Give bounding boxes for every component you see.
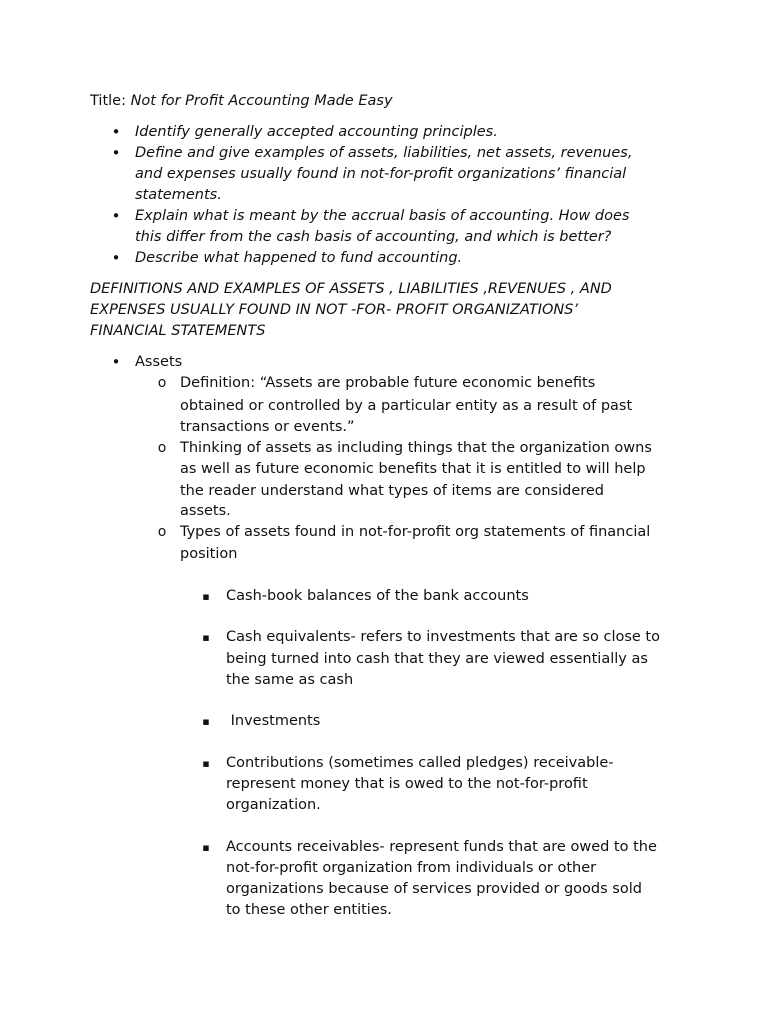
document-title [90,91,393,112]
bullet-circle-icon: o [157,524,167,540]
objective-line: Identify generally accepted accounting principles. [135,124,498,140]
section-heading-line: FINANCIAL STATEMENTS [90,323,266,339]
asset-type-line: Contributions (sometimes called pledges) receivable- [226,755,614,771]
assets-point-line: position [180,546,238,562]
bullet-square-icon: ▪ [202,757,210,770]
asset-type-line: to these other entities. [226,902,392,918]
assets-point-line: obtained or controlled by a particular entity as a result of past [180,398,633,414]
asset-type-line: not-for-profit organization from individuals or other [226,860,597,876]
bullet-square-icon: ▪ [202,590,210,603]
bullet-circle-icon: o [157,375,167,391]
objective-line: Define and give examples of assets, liabilities, net assets, revenues, [135,145,633,161]
bullet-dot-icon: • [111,353,121,371]
title-label: Title: [90,93,126,109]
asset-type-line: being turned into cash that they are viewed essentially as [226,651,648,667]
objective-line: statements. [135,187,222,203]
assets-point-line: Thinking of assets as including things that the organization owns [180,440,652,456]
objective-line: and expenses usually found in not-for-profit organizations’ financial [135,166,627,182]
bullet-square-icon: ▪ [202,841,210,854]
assets-point-line: Types of assets found in not-for-profit org statements of financial [180,524,651,540]
assets-point-line: as well as future economic benefits that it is entitled to will help [180,461,646,477]
bullet-circle-icon: o [157,440,167,456]
asset-type-line: the same as cash [226,672,354,688]
bullet-square-icon: ▪ [202,631,210,644]
title-value: Not for Profit Accounting Made Easy [130,93,393,109]
objective-line: Explain what is meant by the accrual basis of accounting. How does [135,208,630,224]
objective-line: Describe what happened to fund accounting. [135,250,463,266]
bullet-dot-icon: • [111,207,121,225]
assets-point-line: Definition: “Assets are probable future economic benefits [180,375,596,391]
asset-type-line: Cash equivalents- refers to investments that are so close to [226,629,660,645]
asset-type-line: Cash-book balances of the bank accounts [226,588,529,604]
objective-line: this differ from the cash basis of accounting, and which is better? [135,229,612,245]
asset-type-line: organization. [226,797,321,813]
bullet-square-icon: ▪ [202,715,210,728]
bullet-dot-icon: • [111,249,121,267]
asset-type-line: represent money that is owed to the not-for-profit [226,776,588,792]
bullet-dot-icon: • [111,144,121,162]
assets-point-line: assets. [180,503,231,519]
asset-type-line: organizations because of services provided or goods sold [226,881,642,897]
assets-label: Assets [135,354,183,370]
asset-type-line: Investments [226,713,321,729]
bullet-dot-icon: • [111,123,121,141]
section-heading-line: DEFINITIONS AND EXAMPLES OF ASSETS , LIABILITIES ,REVENUES , AND [90,281,612,297]
asset-type-line: Accounts receivables- represent funds that are owed to the [226,839,657,855]
assets-point-line: the reader understand what types of items are considered [180,483,605,499]
section-heading-line: EXPENSES USUALLY FOUND IN NOT -FOR- PROFIT ORGANIZATIONS’ [90,302,579,318]
assets-point-line: transactions or events.” [180,419,355,435]
